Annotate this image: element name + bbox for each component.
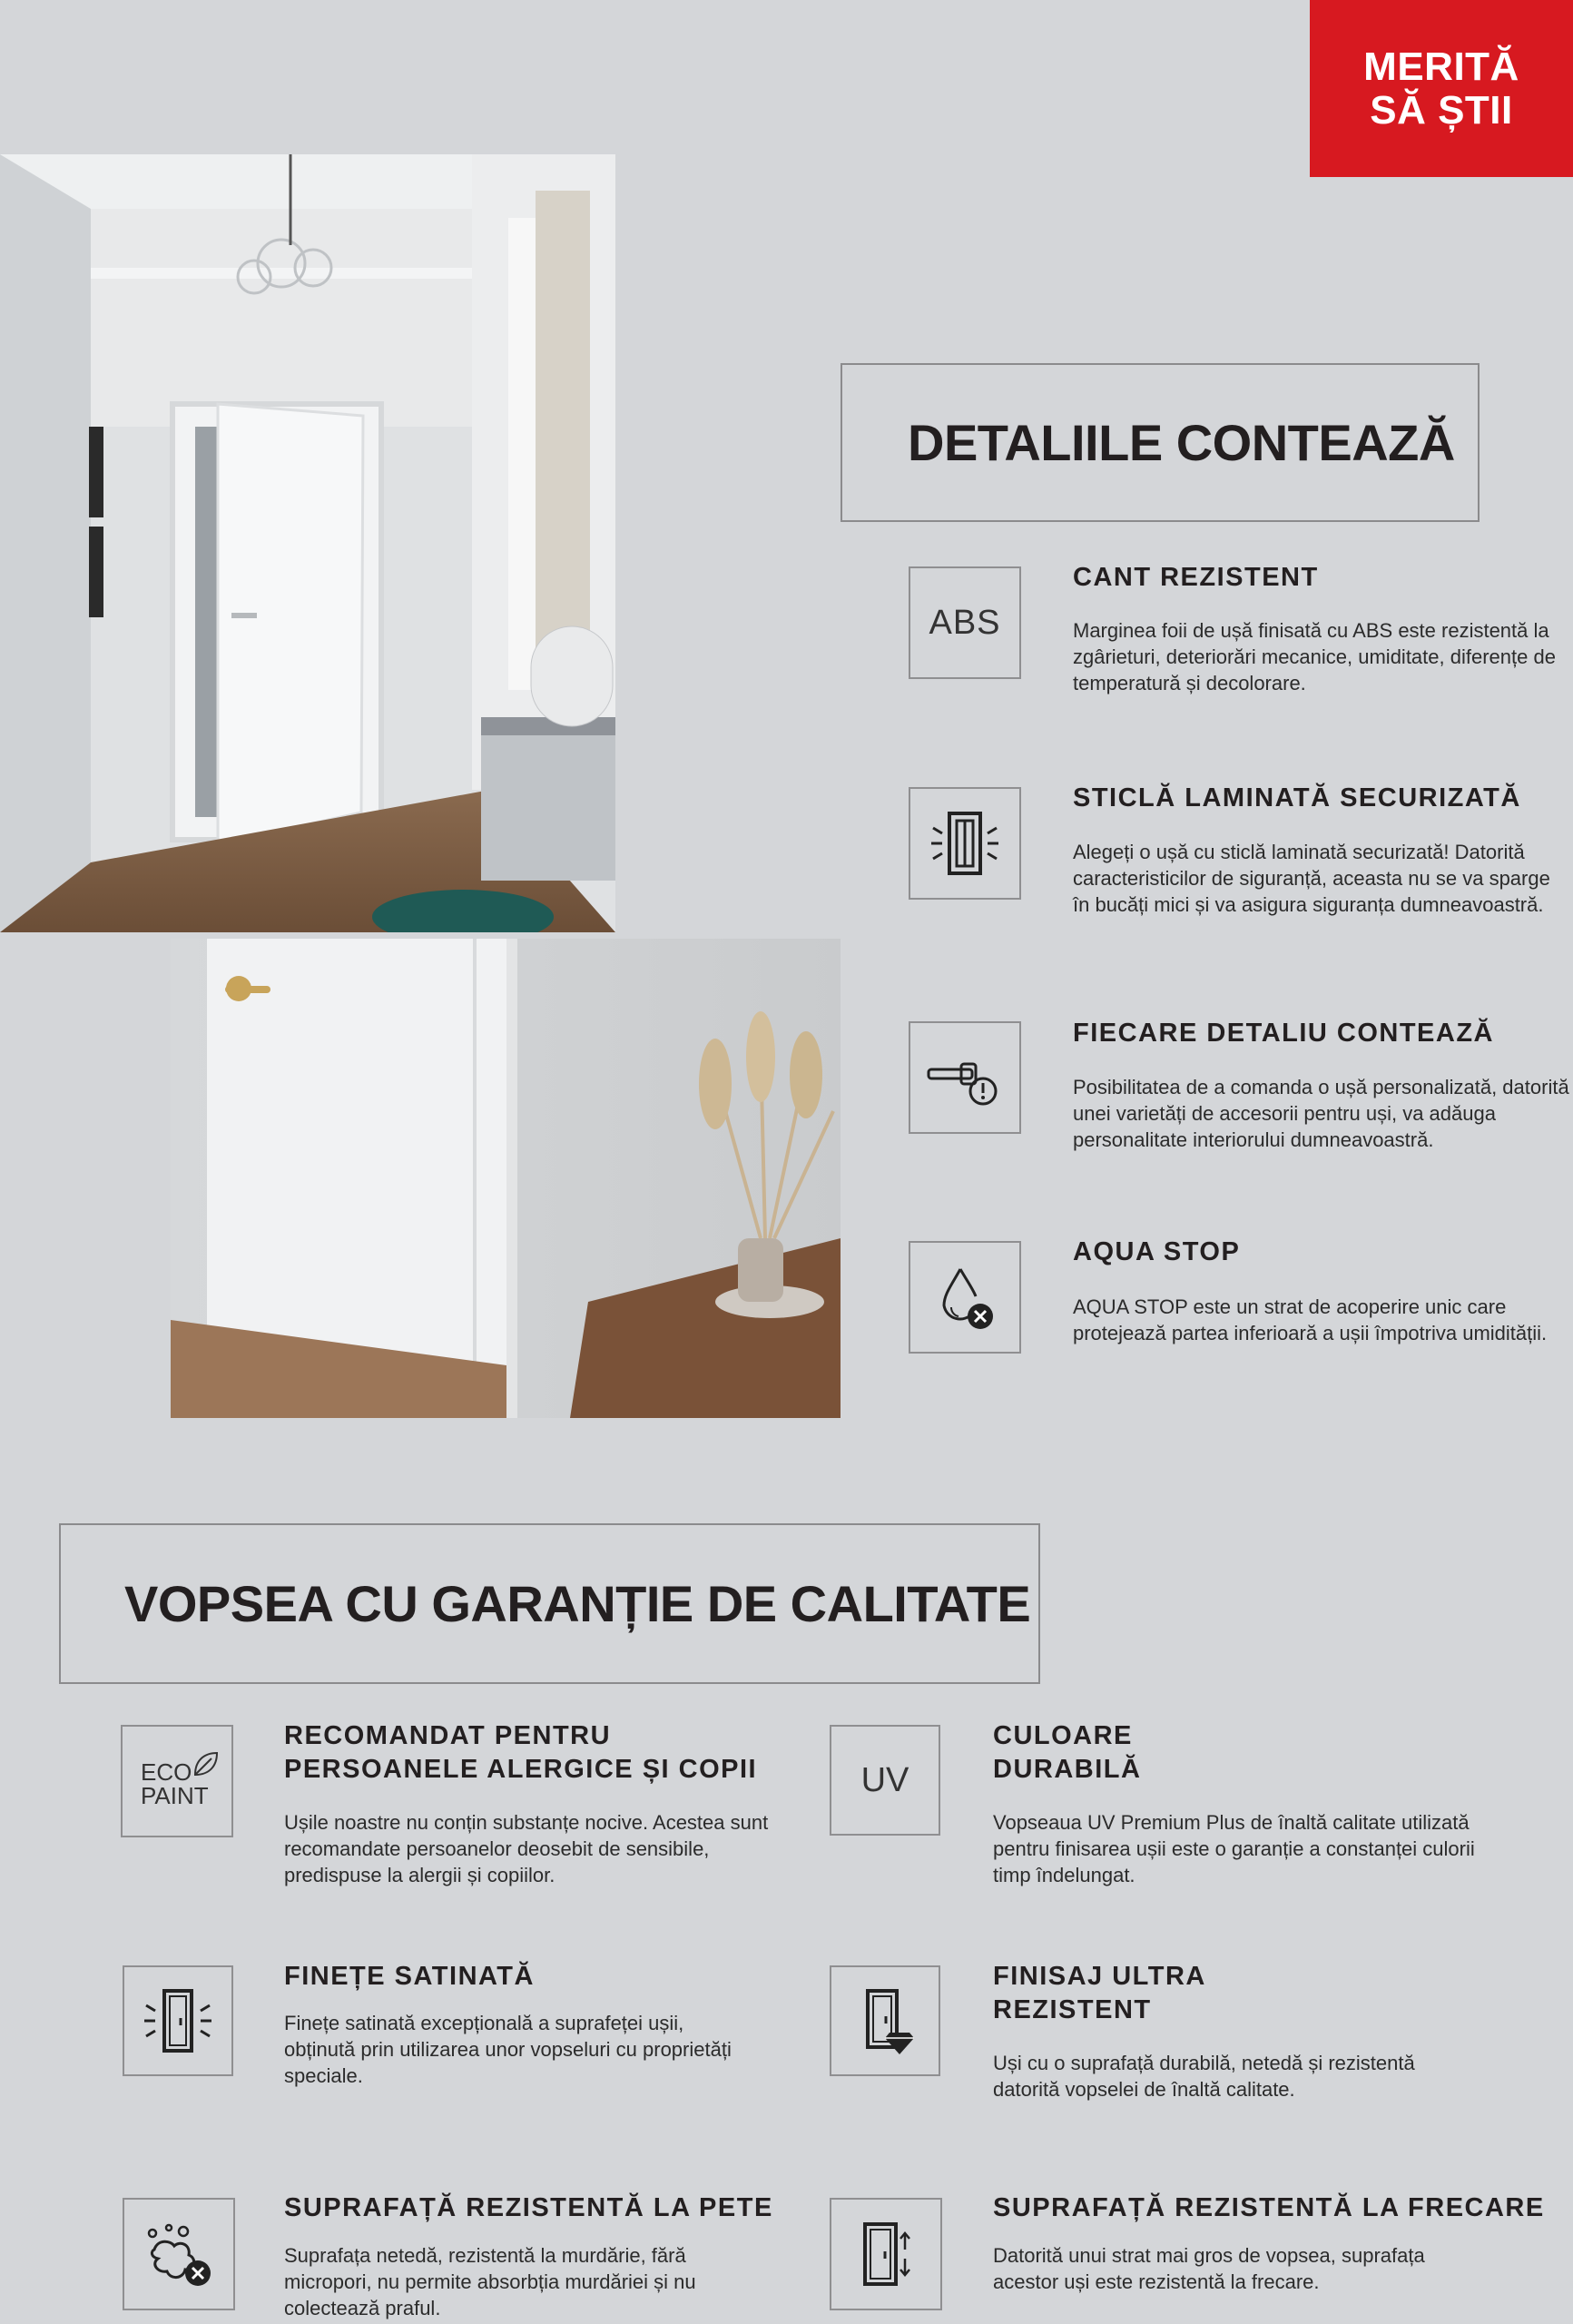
eco-paint-icon-text-1: ECO <box>141 1758 192 1786</box>
feature-abs-title: CANT REZISTENT <box>1073 563 1319 592</box>
feature-stain-title: SUPRAFAȚĂ REZISTENTĂ LA PETE <box>284 2193 773 2222</box>
feature-satin-text: Finețe satinată excepțională a suprafeței ușii, obținută prin utilizarea unor vopseluri cu proprietăți speciale. <box>284 2012 732 2087</box>
diamond-door-icon <box>844 1980 926 2062</box>
feature-abs-icon-box <box>909 566 1021 679</box>
feature-glass-title: STICLĂ LAMINATĂ SECURIZATĂ <box>1073 783 1521 812</box>
feature-stain-text: Suprafața netedă, rezistentă la murdărie, fără micropori, nu permite absorbția murdăriei și nu colectează praful. <box>284 2244 696 2319</box>
feature-uv-icon-box <box>830 1725 940 1836</box>
feature-eco-title-2: PERSOANELE ALERGICE ȘI COPII <box>284 1755 758 1784</box>
leaf-icon <box>192 1749 221 1778</box>
hallway-photo <box>0 154 615 932</box>
feature-aqua-icon-box <box>909 1241 1021 1354</box>
water-drop-icon <box>924 1256 1006 1338</box>
feature-eco-icon-box <box>121 1725 233 1837</box>
feature-ultra-title-1: FINISAJ ULTRA <box>993 1962 1206 1991</box>
merita-sa-stii-badge <box>1310 0 1573 177</box>
section-details-title-box <box>841 363 1480 522</box>
feature-glass-text: Alegeți o ușă cu sticlă laminată securizată! Datorită caracteristicilor de siguranță, aceasta nu se va sparge în bucăți mici și va asigura siguranța dumneavoastră. <box>1073 841 1550 916</box>
feature-stain-icon-box <box>123 2198 235 2310</box>
feature-eco-text: Ușile noastre nu conțin substanțe nocive. Acestea sunt recomandate persoanelor deosebit de sensibile, predispuse la alergii și copiilor. <box>284 1811 769 1886</box>
feature-uv-title-1: CULOARE <box>993 1721 1133 1750</box>
feature-handle-text: Posibilitatea de a comanda o ușă personalizată, datorită unei varietăți de accesorii pentru uși, va adăuga personalitate interiorului dumneavoastră. <box>1073 1076 1569 1151</box>
badge-line-2: SĂ ȘTII <box>1370 87 1513 133</box>
stain-icon <box>138 2213 220 2295</box>
section-paint-title-box <box>59 1523 1040 1684</box>
eco-paint-icon <box>132 1749 222 1813</box>
feature-uv-text: Vopseaua UV Premium Plus de înaltă calitate utilizată pentru finisarea ușii este o garanție a constanței culorii timp îndelungat. <box>993 1811 1475 1886</box>
door-detail-photo <box>171 939 841 1418</box>
eco-paint-icon-text-2: PAINT <box>141 1782 209 1809</box>
badge-line-1: MERITĂ <box>1363 44 1519 89</box>
feature-glass-icon-box <box>909 787 1021 900</box>
feature-satin-icon-box <box>123 1965 233 2076</box>
feature-aqua-title: AQUA STOP <box>1073 1237 1241 1266</box>
satin-door-icon <box>137 1980 219 2062</box>
feature-satin-title: FINEȚE SATINATĂ <box>284 1962 535 1991</box>
abs-icon: ABS <box>929 603 1001 642</box>
door-handle-icon <box>921 1037 1008 1118</box>
feature-abs-text: Marginea foii de ușă finisată cu ABS este rezistentă la zgârieturi, deteriorări mecanice, umiditate, diferențe de temperatură și decolorare. <box>1073 619 1556 694</box>
feature-ultra-icon-box <box>830 1965 940 2076</box>
feature-abrasion-icon-box <box>830 2198 942 2310</box>
feature-ultra-title-2: REZISTENT <box>993 1995 1152 2024</box>
feature-abrasion-title: SUPRAFAȚĂ REZISTENTĂ LA FRECARE <box>993 2193 1545 2222</box>
feature-eco-title-1: RECOMANDAT PENTRU <box>284 1721 612 1750</box>
feature-uv-title-2: DURABILĂ <box>993 1755 1142 1784</box>
feature-handle-title: FIECARE DETALIU CONTEAZĂ <box>1073 1019 1495 1048</box>
glass-door-icon <box>924 803 1006 884</box>
feature-handle-icon-box <box>909 1021 1021 1134</box>
section-details-title: DETALIILE CONTEAZĂ <box>908 414 1455 471</box>
section-paint-title: VOPSEA CU GARANȚIE DE CALITATE <box>124 1575 1031 1632</box>
feature-aqua-text: AQUA STOP este un strat de acoperire unic care protejează partea inferioară a ușii împotriva umidității. <box>1073 1295 1548 1344</box>
uv-icon: UV <box>860 1760 909 1799</box>
feature-ultra-text: Uși cu o suprafață durabilă, netedă și rezistentă datorită vopselei de înaltă calitate. <box>993 2052 1415 2101</box>
abrasion-door-icon <box>845 2213 927 2295</box>
feature-abrasion-text: Datorită unui strat mai gros de vopsea, suprafața acestor uși este rezistentă la frecare. <box>993 2244 1425 2293</box>
